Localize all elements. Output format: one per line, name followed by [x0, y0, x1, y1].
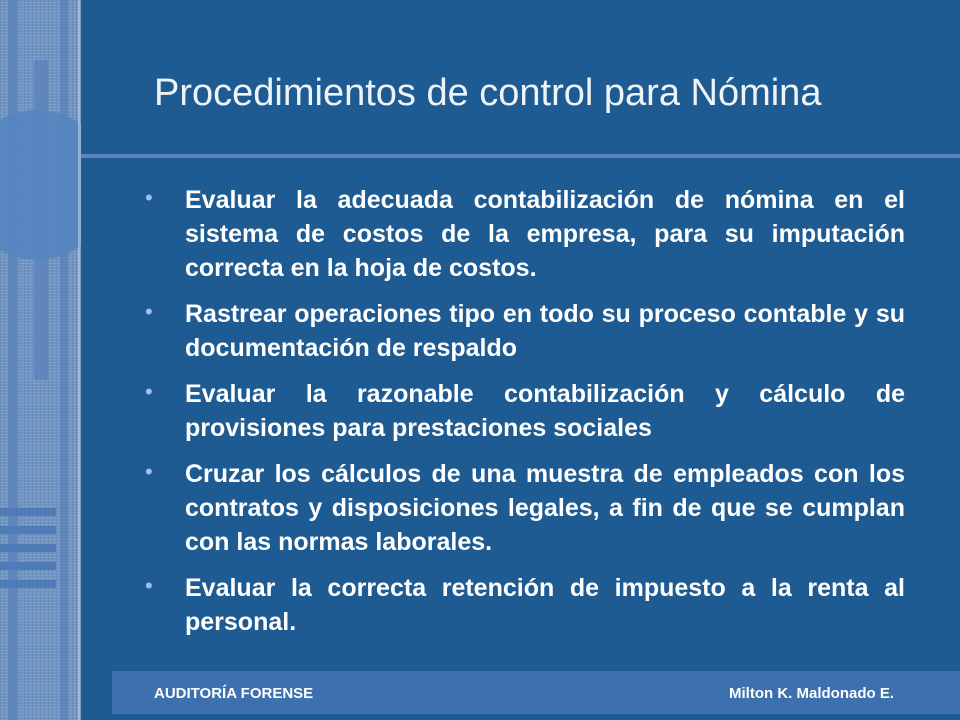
bullet-item: [145, 377, 905, 445]
bullet-text: Evaluar la razonable contabilización y cálculo de provisiones para prestaciones sociales: [185, 380, 905, 442]
band-bar: [0, 580, 56, 588]
band-stripe: [60, 0, 68, 720]
footer-bar: [112, 671, 960, 714]
band-bar: [0, 544, 56, 552]
bullet-icon: •: [145, 299, 153, 324]
bullet-text: Cruzar los cálculos de una muestra de empleados con los contratos y disposiciones legales, a fin de que se cumplan con las normas laborales.: [185, 460, 905, 556]
bullet-item: [145, 457, 905, 559]
bullet-text: Rastrear operaciones tipo en todo su proceso contable y su documentación de respaldo: [185, 300, 905, 362]
title-divider: [81, 154, 960, 158]
footer-author: Milton K. Maldonado E.: [729, 685, 894, 702]
band-stripe: [8, 0, 18, 720]
bullet-item: [145, 183, 905, 285]
slide-content: [81, 0, 960, 720]
bullet-icon: •: [145, 573, 153, 598]
bullet-text: Evaluar la correcta retención de impuesto a la renta al personal.: [185, 574, 905, 636]
band-bar: [0, 562, 56, 570]
slide-title: Procedimientos de control para Nómina: [154, 72, 822, 114]
bullet-icon: •: [145, 185, 153, 210]
bullet-item: [145, 297, 905, 365]
band-bar: [0, 526, 56, 534]
footer-course: AUDITORÍA FORENSE: [154, 685, 314, 702]
bullet-list: [145, 183, 905, 651]
bullet-icon: •: [145, 379, 153, 404]
bullet-item: [145, 571, 905, 639]
bullet-icon: •: [145, 459, 153, 484]
decorative-side-band: [0, 0, 80, 720]
band-bar: [0, 508, 56, 516]
bullet-text: Evaluar la adecuada contabilización de nómina en el sistema de costos de la empresa, para su imputación correcta en la hoja de costos.: [185, 186, 905, 282]
